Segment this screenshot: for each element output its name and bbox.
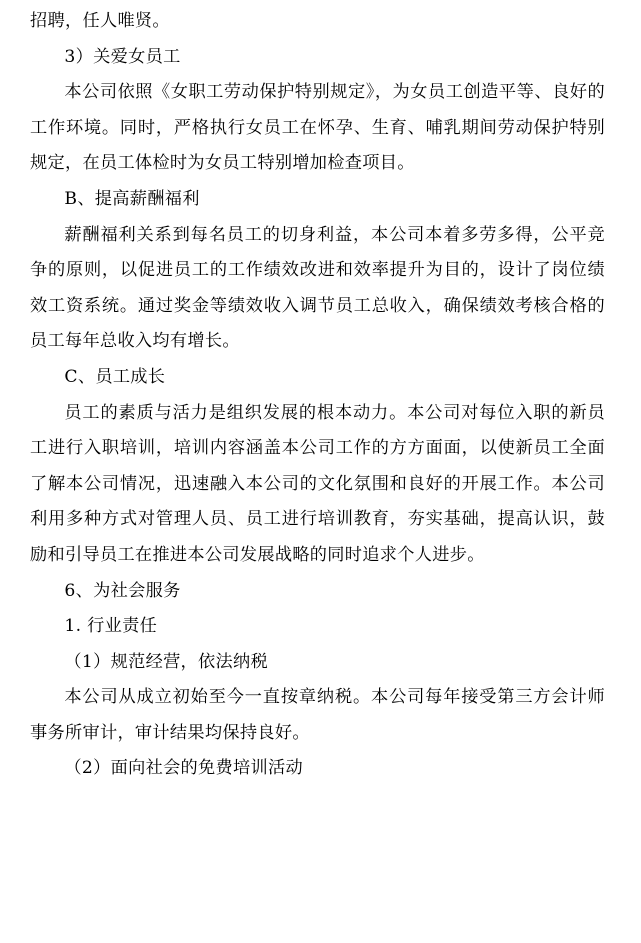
- paragraph: 员工的素质与活力是组织发展的根本动力。本公司对每位入职的新员工进行入职培训，培训内容涵盖本公司工作的方方面面，以使新员工全面了解本公司情况，迅速融入本公司的文化氛围和良好的开展工作。本公司利用多种方式对管理人员、员工进行培训教育，夯实基础，提高认识，鼓励和引导员工在推进本公司发展战略的同时追求个人进步。: [30, 402, 605, 565]
- paragraph: 6、为社会服务: [64, 580, 181, 601]
- paragraph: 招聘，任人唯贤。: [30, 11, 170, 31]
- paragraph: 本公司依照《女职工劳动保护特别规定》，为女员工创造平等、良好的工作环境。同时，严格执行女员工在怀孕、生育、哺乳期间劳动保护特别规定，在员工体检时为女员工特别增加检查项目。: [30, 82, 605, 174]
- paragraph: （1）规范经营，依法纳税: [64, 651, 268, 672]
- paragraph: （2）面向社会的免费培训活动: [64, 758, 303, 779]
- paragraph: 1. 行业责任: [64, 616, 158, 637]
- paragraph: 薪酬福利关系到每名员工的切身利益，本公司本着多劳多得，公平竞争的原则，以促进员工的工作绩效改进和效率提升为目的，设计了岗位绩效工资系统。通过奖金等绩效收入调节员工总收入，确保绩效考核合格的员工每年总收入均有增长。: [30, 224, 605, 352]
- paragraph: C、员工成长: [64, 366, 166, 387]
- paragraph: 本公司从成立初始至今一直按章纳税。本公司每年接受第三方会计师事务所审计，审计结果均保持良好。: [30, 687, 605, 743]
- paragraph: 3）关爱女员工: [64, 46, 181, 67]
- paragraph: B、提高薪酬福利: [64, 188, 200, 209]
